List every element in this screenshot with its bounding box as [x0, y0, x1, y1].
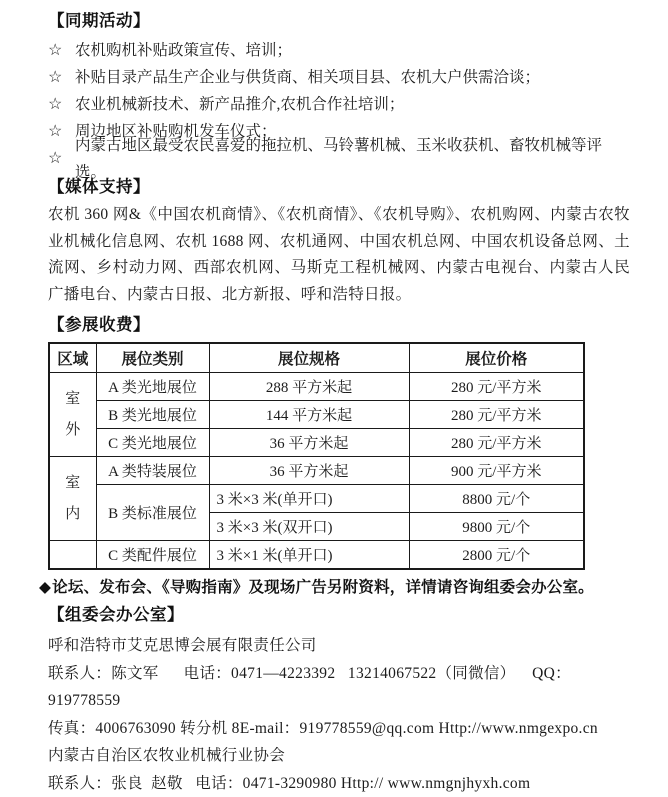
list-item: [48, 91, 630, 118]
list-item: [48, 64, 630, 91]
column-header-booth-spec: 展位规格: [209, 343, 409, 373]
office-section-title: 【组委会办公室】: [48, 602, 630, 628]
table-row: [49, 373, 584, 401]
zone-label: 室外: [65, 384, 82, 446]
list-item: [48, 37, 630, 64]
booth-spec-cell: 288 平方米起: [209, 373, 409, 401]
section-fees: [48, 312, 630, 600]
office-fax-email-line: 传真：4006763090 转分机 8E-mail：919778559@qq.com Http://www.nmgexpo.cn: [48, 715, 630, 743]
star-bullet-icon: ☆: [48, 118, 66, 145]
office-contact-block: [48, 632, 630, 797]
table-row: [49, 401, 584, 429]
table-row: [49, 457, 584, 485]
media-support-text: 农机 360 网&《中国农机商情》、《农机商情》、《农机导购》、农机购网、内蒙古农牧业机械化信息网、农机 1688 网、农机通网、中国农机总网、中国农机设备总网、土流网、乡村动力网、西部农机网、马斯克工程机械网、内蒙古电视台、内蒙古人民广播电台、内蒙古日报、北方新报、呼和浩特日报。: [48, 202, 630, 308]
activities-list: [48, 37, 630, 172]
star-bullet-icon: ☆: [48, 145, 66, 172]
office-contact-line: 联系人：陈文军 电话：0471—4223392 13214067522（同微信） QQ：919778559: [48, 660, 630, 715]
booth-spec-cell: 3 米×3 米(单开口): [209, 485, 409, 513]
fee-table: [48, 342, 585, 570]
section-activities: [48, 8, 630, 172]
booth-price-cell: 8800 元/个: [409, 485, 584, 513]
booth-type-cell: C 类光地展位: [96, 429, 209, 457]
office-company-name: 呼和浩特市艾克思博会展有限责任公司: [48, 632, 630, 660]
table-row: [49, 541, 584, 570]
booth-type-cell: A 类特装展位: [96, 457, 209, 485]
zone-cell-indoor: [49, 457, 96, 541]
booth-type-cell: B 类标准展位: [96, 485, 209, 541]
office-association-name: 内蒙古自治区农牧业机械行业协会: [48, 742, 630, 770]
star-bullet-icon: ☆: [48, 37, 66, 64]
table-row: [49, 429, 584, 457]
column-header-booth-type: 展位类别: [96, 343, 209, 373]
booth-spec-cell: 144 平方米起: [209, 401, 409, 429]
section-media-support: [48, 174, 630, 308]
activity-item-text: 农业机械新技术、新产品推介,农机合作社培训；: [75, 91, 404, 118]
booth-type-cell: B 类光地展位: [96, 401, 209, 429]
booth-spec-cell: 36 平方米起: [209, 457, 409, 485]
activity-item-text: 农机购机补贴政策宣传、培训；: [75, 37, 292, 64]
zone-cell-outdoor: [49, 373, 96, 457]
booth-spec-cell: 36 平方米起: [209, 429, 409, 457]
zone-cell-empty: [49, 541, 96, 570]
section-office: [48, 602, 630, 797]
star-bullet-icon: ☆: [48, 64, 66, 91]
booth-price-cell: 2800 元/个: [409, 541, 584, 570]
booth-price-cell: 280 元/平方米: [409, 373, 584, 401]
activity-item-text: 补贴目录产品生产企业与供货商、相关项目县、农机大户供需洽谈；: [75, 64, 540, 91]
booth-type-cell: C 类配件展位: [96, 541, 209, 570]
column-header-booth-price: 展位价格: [409, 343, 584, 373]
table-header-row: [49, 343, 584, 373]
booth-type-cell: A 类光地展位: [96, 373, 209, 401]
booth-price-cell: 900 元/平方米: [409, 457, 584, 485]
booth-price-cell: 280 元/平方米: [409, 429, 584, 457]
zone-label: 室内: [65, 468, 82, 530]
office-association-contact-line: 联系人：张良 赵敬 电话：0471-3290980 Http:// www.nmgnjhyxh.com: [48, 770, 630, 797]
column-header-zone: 区域: [49, 343, 96, 373]
booth-price-cell: 9800 元/个: [409, 513, 584, 541]
forum-note: [39, 576, 630, 600]
forum-note-text: 论坛、发布会、《导购指南》及现场广告另附资料，详情请咨询组委会办公室。: [52, 579, 594, 596]
activities-section-title: 【同期活动】: [48, 8, 630, 34]
activity-item-text: 周边地区补贴购机发车仪式；: [75, 118, 277, 145]
table-row: [49, 485, 584, 513]
activity-item-text: 内蒙古地区最受农民喜爱的拖拉机、马铃薯机械、玉米收获机、畜牧机械等评选。: [75, 132, 630, 186]
booth-spec-cell: 3 米×1 米(单开口): [209, 541, 409, 570]
media-section-title: 【媒体支持】: [48, 174, 630, 200]
diamond-bullet-icon: ◆: [39, 576, 51, 600]
booth-spec-cell: 3 米×3 米(双开口): [209, 513, 409, 541]
star-bullet-icon: ☆: [48, 91, 66, 118]
fees-section-title: 【参展收费】: [48, 312, 630, 338]
list-item: [48, 145, 630, 172]
booth-price-cell: 280 元/平方米: [409, 401, 584, 429]
